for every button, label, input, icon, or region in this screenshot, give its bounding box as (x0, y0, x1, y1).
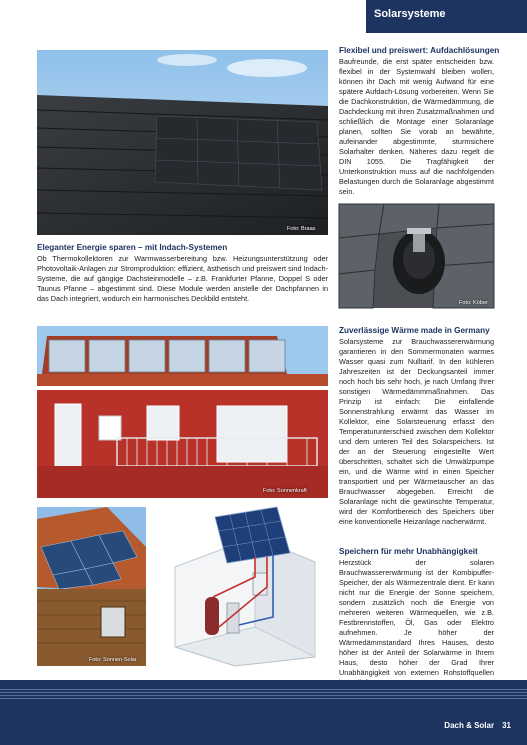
text-aufdach: Baufreunde, die erst später entscheiden bzw. flexibel in der Systemwahl bleiben wollen, können ihr Dach mit wenig Aufwand für eine spätere Aufdach-Lösung vorbereiten. Wenn Sie die Dachkonstruktion, die Wärmedämmung, die Dachdeckung mit ihren Zusatzmaßnahmen und schließlich die Montage einer Solaranlage planen, sollten Sie vorab an bewährte, aufeinander abgestimmte, sturmsichere Solarhalter denken. Näheres dazu regelt die DIN 1055. Die Tragfähigkeit der Unterkonstruktion muss auf die nachfolgenden Belastungen durch die Solaranlage abgestimmt sein. (339, 57, 494, 196)
text-indach: Ob Thermokollektoren zur Warmwasserbereitung bzw. Heizungsunterstützung oder Photovoltaik-Anlagen zur Stromproduktion: effizient, ästhetisch und preiswert sind Indach-Systeme, die auf gängige Dachsteinmodelle – z.B. Frankfurter Pfanne, Doppel S oder Taunus Pfanne – abgestimmt sind. Diese Module werden anstelle der Dachpfannen in das Dach integriert, wodurch ein harmonisches Deckbild entsteht. (37, 254, 328, 303)
photo-credit-barn: Foto: Sonnen-Solar (89, 657, 137, 663)
photo-solar-holder (339, 204, 494, 308)
photo-credit-holder: Foto: Köber (459, 300, 488, 306)
photo-credit-roof: Foto: Braas (287, 226, 316, 232)
holder-illustration (339, 204, 494, 308)
photo-house (37, 326, 328, 498)
section-tag (366, 0, 527, 33)
page-number: 31 (502, 721, 511, 730)
footer-magazine: Dach & Solar (444, 721, 495, 730)
house-illustration (37, 326, 328, 498)
text-speicher: Herzstück der solaren Brauchwassererwärmung ist der Kombipuffer-Speicher, der als Wärmezentrale dient. Er kann nicht nur die Energie der Sonne speichern, sondern zusätzlich noch die Energie von mehreren weiteren Wärmequellen, wie z.B. Festbrennstoffen, Öl, Gas oder Elektro aufnehmen. Je höher der Wärmedämmstandard Ihres Hauses, desto höher ist der Anteil der Solarwärme in Ihrem Haus, desto höher der Grad Ihrer Unabhängigkeit von externen Rohstoffquellen (339, 558, 494, 677)
photo-credit-house: Foto: Sonnenkraft (263, 488, 307, 494)
heading-waerme: Zuverlässige Wärme made in Germany (339, 326, 490, 335)
footer (444, 721, 511, 730)
heading-aufdach: Flexibel und preiswert: Aufdachlösungen (339, 46, 500, 55)
illustration-solar-system (155, 507, 328, 666)
photo-barn (37, 507, 146, 666)
heading-indach: Eleganter Energie sparen – mit Indach-Systemen (37, 243, 228, 252)
footer-stripes (0, 687, 527, 701)
system-diagram (155, 507, 328, 666)
photo-indach-roof (37, 50, 328, 235)
section-title: Solarsysteme (374, 8, 446, 20)
text-waerme: Solarsysteme zur Brauchwassererwärmung garantieren in den Sommermonaten warmes Wasser quasi zum Nulltarif. In den kühleren Jahreszeiten ist der Deckungsanteil immer noch hoch bis sehr hoch, je nach Umfang Ihrer sonstigen Wärmedämmmaßnahmen. Das Prinzip ist einfach: Die einfallende Sonnenstrahlung erwärmt das Wasser im Kollektor, eine Solarsteuerung erfasst den Temperaturunterschied zwischen dem Kollektor und dem unteren Teil des Solarspeichers. Ist der an der Steuerung eingestellte Wert überschritten, schaltet sich die Umwälzpumpe ein, und die Wärme wird in einen Speicher transportiert und per Wärmetauscher an das Brauchwasser abgegeben. Erreicht die Solaranlage nicht die gewünschte Temperatur, wird der Komfortbereich des Speichers über eine konventionelle Heizanlage nacherwärmt. (339, 337, 494, 526)
roof-illustration (37, 50, 328, 235)
heading-speicher: Speichern für mehr Unabhängigkeit (339, 547, 478, 556)
barn-illustration (37, 507, 146, 666)
